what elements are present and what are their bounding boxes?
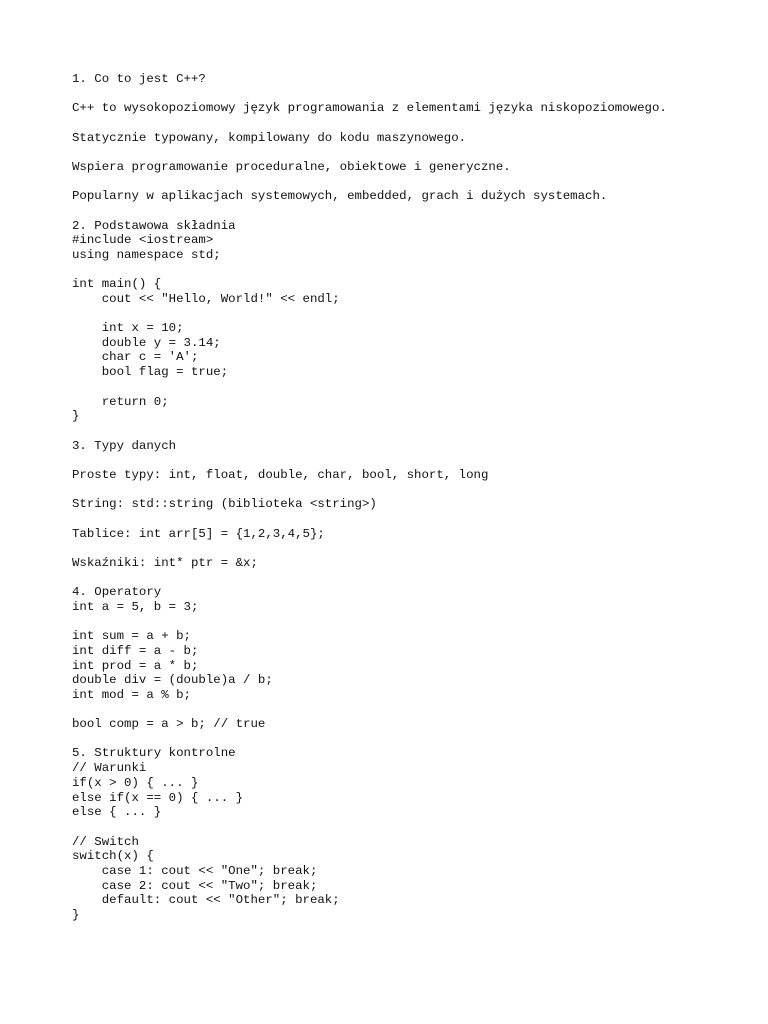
code-line: else if(x == 0) { ... }: [72, 791, 244, 805]
code-line: double div = (double)a / b;: [72, 673, 273, 687]
paragraph-line: Popularny w aplikacjach systemowych, embedded, grach i dużych systemach.: [72, 189, 608, 203]
code-line: return 0;: [72, 395, 169, 409]
code-line: // Warunki: [72, 761, 147, 775]
code-line: bool comp = a > b; // true: [72, 717, 266, 731]
heading-operators: 4. Operatory: [72, 585, 162, 599]
code-line: }: [72, 908, 80, 922]
code-line: int diff = a - b;: [72, 644, 199, 658]
heading-what-is-cpp: 1. Co to jest C++?: [72, 72, 206, 86]
code-line: double y = 3.14;: [72, 336, 221, 350]
heading-basic-syntax: 2. Podstawowa składnia: [72, 219, 236, 233]
code-line: if(x > 0) { ... }: [72, 776, 199, 790]
heading-data-types: 3. Typy danych: [72, 439, 177, 453]
code-line: int prod = a * b;: [72, 659, 199, 673]
heading-control-structures: 5. Struktury kontrolne: [72, 746, 236, 760]
code-line: #include <iostream>: [72, 233, 214, 247]
paragraph-line: C++ to wysokopoziomowy język programowania z elementami języka niskopoziomowego.: [72, 101, 667, 115]
code-line: int x = 10;: [72, 321, 184, 335]
paragraph-line: String: std::string (biblioteka <string>): [72, 497, 377, 511]
code-line: case 2: cout << "Two"; break;: [72, 879, 318, 893]
paragraph-line: Wskaźniki: int* ptr = &x;: [72, 556, 258, 570]
code-line: switch(x) {: [72, 849, 154, 863]
code-line: int main() {: [72, 277, 162, 291]
paragraph-line: Wspiera programowanie proceduralne, obiektowe i generyczne.: [72, 160, 511, 174]
code-line: }: [72, 409, 80, 423]
code-line: case 1: cout << "One"; break;: [72, 864, 318, 878]
code-line: using namespace std;: [72, 248, 221, 262]
code-line: char c = 'A';: [72, 350, 199, 364]
code-line: int sum = a + b;: [72, 629, 191, 643]
paragraph-line: Tablice: int arr[5] = {1,2,3,4,5};: [72, 527, 325, 541]
code-line: int a = 5, b = 3;: [72, 600, 199, 614]
code-line: bool flag = true;: [72, 365, 229, 379]
code-line: cout << "Hello, World!" << endl;: [72, 292, 340, 306]
code-line: int mod = a % b;: [72, 688, 191, 702]
code-line: else { ... }: [72, 805, 162, 819]
code-line: default: cout << "Other"; break;: [72, 893, 340, 907]
paragraph-line: Proste typy: int, float, double, char, bool, short, long: [72, 468, 489, 482]
paragraph-line: Statycznie typowany, kompilowany do kodu maszynowego.: [72, 131, 467, 145]
code-line: // Switch: [72, 835, 139, 849]
